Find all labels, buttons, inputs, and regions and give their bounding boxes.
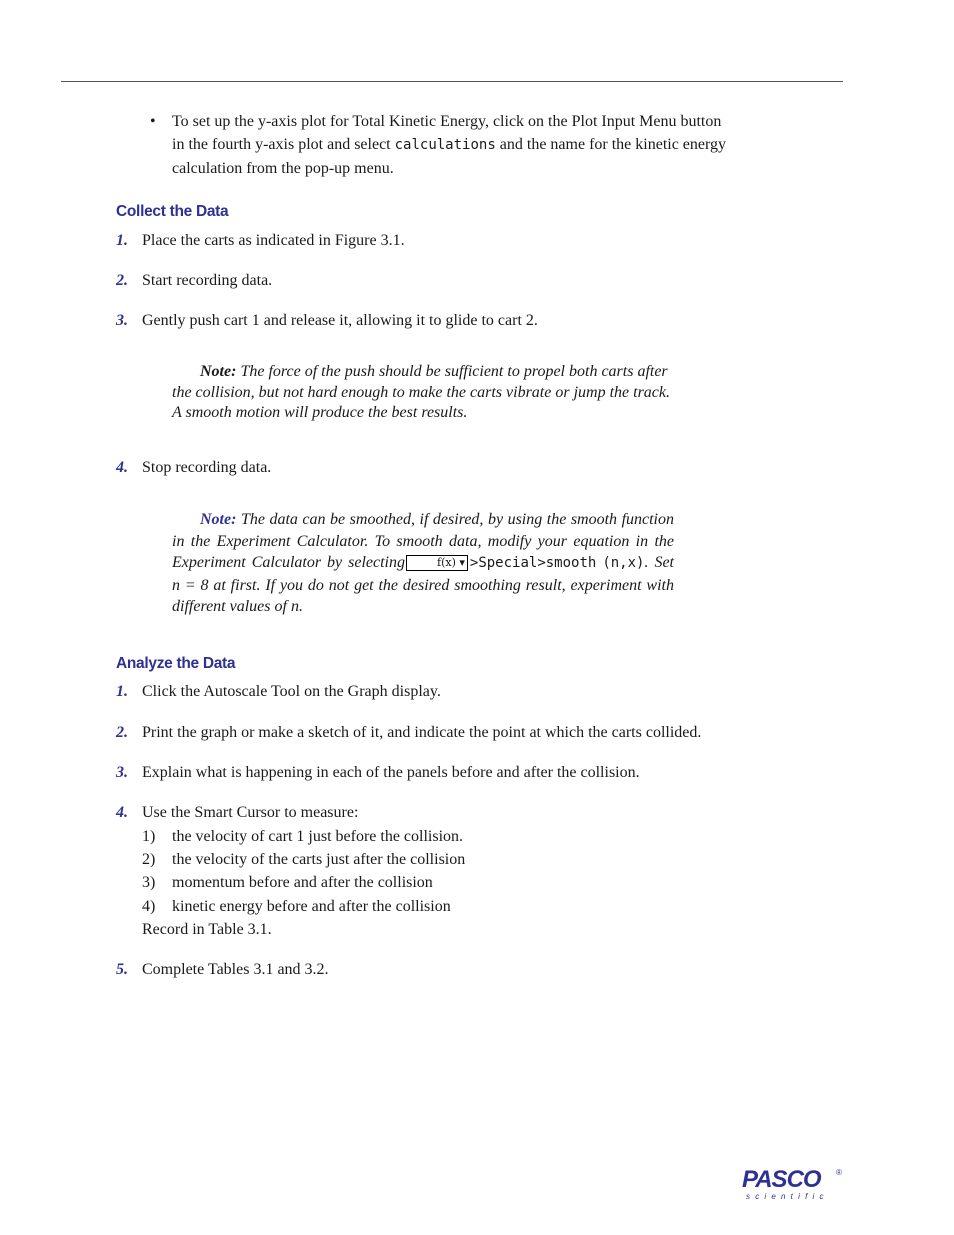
collect-step-4-text: Stop recording data. (142, 459, 272, 476)
subitem-1-text: the velocity of cart 1 just before the collision. (172, 828, 464, 845)
logo-subtitle: scientific (746, 1192, 829, 1201)
analyze-step-3-num: 3. (116, 764, 128, 781)
collect-step-2-text: Start recording data. (142, 272, 273, 289)
analyze-step-2-num: 2. (116, 724, 128, 741)
analyze-step-1-num: 1. (116, 683, 128, 700)
collect-step-2-num: 2. (116, 272, 128, 289)
note-text-2: . Set n = 8 at first. If you do not get the desired smoothing result, experiment with different values of n. (172, 554, 674, 615)
note-smoothing (172, 509, 674, 618)
subitem-3-num: 3) (142, 874, 156, 891)
analyze-step-4-text: Use the Smart Cursor to measure: (142, 804, 359, 821)
collect-step-4-num: 4. (116, 459, 128, 476)
note-text: The force of the push should be sufficient to propel both carts after the collision, but not hard enough to make the carts vibrate or jump the track. A smooth motion will produce the best results. (172, 363, 670, 421)
analyze-step-5-text: Complete Tables 3.1 and 3.2. (142, 961, 329, 978)
calculations-menu-item: calculations (394, 137, 496, 153)
registered-mark: ® (836, 1168, 842, 1177)
bullet-line-2-tail: and the name for the kinetic energy (495, 136, 727, 153)
smooth-menu-path: >Special>smooth (469, 555, 597, 571)
logo-wordmark: PASCO (742, 1166, 821, 1193)
collect-step-1-num: 1. (116, 232, 128, 249)
bullet-line-2-text: in the fourth y-axis plot and select (172, 136, 395, 153)
header-rule (61, 81, 843, 82)
subitem-4-num: 4) (142, 898, 156, 915)
bullet-line-2 (172, 133, 770, 157)
analyze-step-2-text: Print the graph or make a sketch of it, and indicate the point at which the carts collided. (142, 724, 702, 741)
bullet-line-3: calculation from the pop-up menu. (172, 160, 394, 177)
pasco-logo (742, 1168, 844, 1202)
note-label: Note: (200, 511, 237, 528)
analyze-step-1-text: Click the Autoscale Tool on the Graph display. (142, 683, 441, 700)
collect-heading: Collect the Data (116, 203, 229, 220)
analyze-step-5-num: 5. (116, 961, 128, 978)
subitem-1-num: 1) (142, 828, 156, 845)
note-push-force (172, 362, 674, 424)
analyze-heading: Analyze the Data (116, 655, 236, 672)
subitem-2-text: the velocity of the carts just after the collision (172, 851, 466, 868)
collect-step-1-text: Place the carts as indicated in Figure 3.1. (142, 232, 405, 249)
note-text-1: The data can be smoothed, if desired, by using the smooth function in the Experiment Calculator. To smooth data, modify your equation in the Experiment Calculator by selecting (172, 511, 674, 571)
analyze-step-4-num: 4. (116, 804, 128, 821)
collect-step-3-text: Gently push cart 1 and release it, allowing it to glide to cart 2. (142, 312, 538, 329)
analyze-step-3-text: Explain what is happening in each of the panels before and after the collision. (142, 764, 640, 781)
bullet-paragraph (150, 110, 770, 180)
subitem-3-text: momentum before and after the collision (172, 874, 433, 891)
subitem-4-text: kinetic energy before and after the collision (172, 898, 451, 915)
note-label: Note: (200, 363, 237, 380)
record-line: Record in Table 3.1. (142, 921, 272, 938)
subitem-2-num: 2) (142, 851, 156, 868)
fx-button: f(x) ▾ (406, 555, 468, 571)
collect-step-3-num: 3. (116, 312, 128, 329)
bullet-line-1: To set up the y-axis plot for Total Kinetic Energy, click on the Plot Input Menu button (172, 113, 722, 130)
bullet-symbol: • (150, 113, 156, 130)
smooth-args: (n,x) (602, 555, 645, 571)
